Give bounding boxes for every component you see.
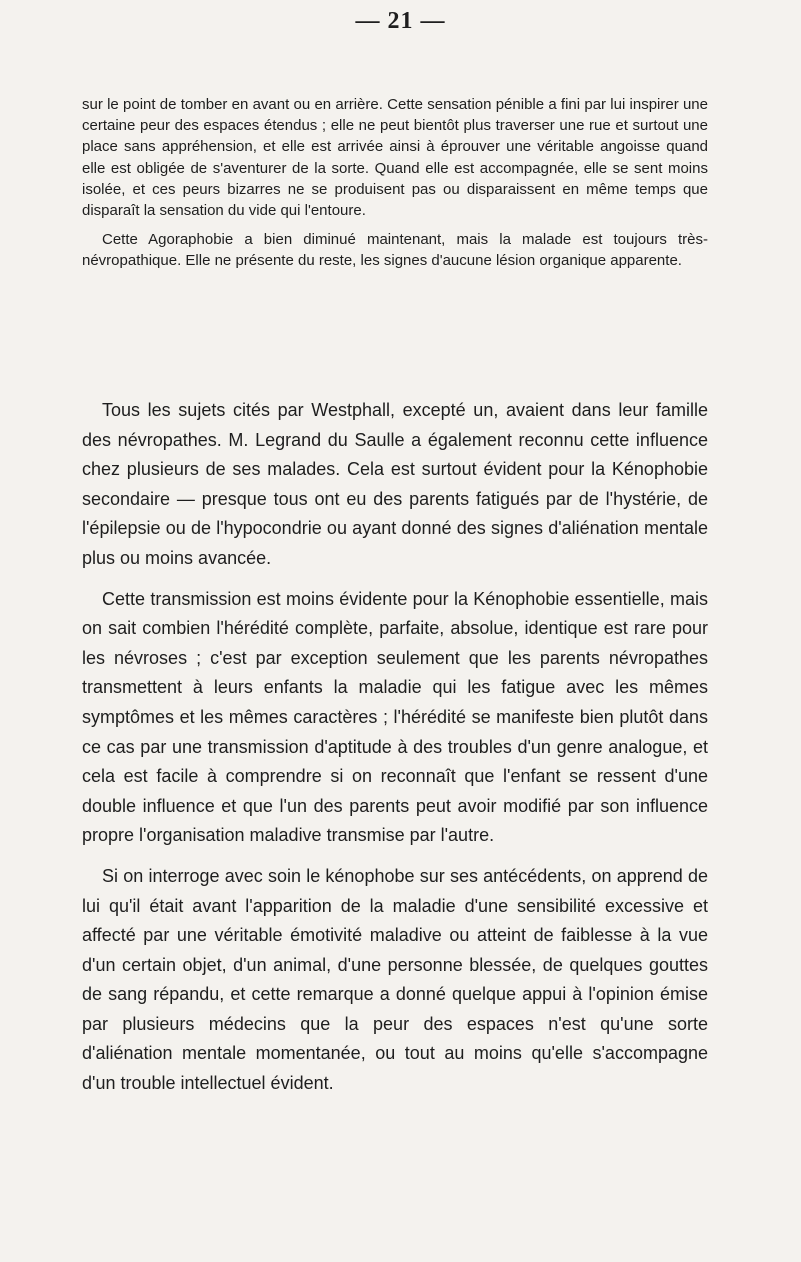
- paragraph-5: Si on interroge avec soin le kénophobe sur ses antécédents, on apprend de lui qu'il était avant l'apparition de la maladie d'une sensibilité excessive et affecté par une véritable émotivité maladive ou atteint de faiblesse à la vue d'un certain objet, d'un animal, d'une personne blessée, de quelques gouttes de sang répandu, et cette remarque a donné quelque appui à l'opinion émise par plusieurs médecins que la peur des espaces n'est qu'une sorte d'aliénation mentale momentanée, ou tout au moins qu'elle s'accompagne d'un trouble intellectuel évident.: [82, 865, 708, 1094]
- body-text-large: [82, 396, 708, 1099]
- page-number: — 21 —: [355, 8, 446, 34]
- paragraph-2: Cette Agoraphobie a bien diminué maintenant, mais la malade est toujours très-névropathique. Elle ne présente du reste, les signes d'aucune lésion organique apparente.: [82, 231, 708, 270]
- paragraph-3: Tous les sujets cités par Westphall, excepté un, avaient dans leur famille des névropathes. M. Legrand du Saulle a également reconnu cette influence chez plusieurs de ses malades. Cela est surtout évident pour la Kénophobie secondaire — presque tous ont eu des parents fatigués par de l'hystérie, de l'épilepsie ou de l'hypocondrie ou ayant donné des signes d'aliénation mentale plus ou moins avancée.: [82, 400, 708, 568]
- body-text-small: [82, 94, 708, 272]
- paragraph-1: sur le point de tomber en avant ou en arrière. Cette sensation pénible a fini par lui inspirer une certaine peur des espaces étendus ; elle ne peut bientôt plus traverser une rue et surtout une place sans appréhension, et elle est arrivée ainsi à éprouver une véritable angoisse quand elle est obligée de s'aventurer de la sorte. Quand elle est accompagnée, elle se sent moins isolée, et ces peurs bizarres ne se produisent pas ou disparaissent en même temps que disparaît la sensation du vide qui l'entoure.: [82, 96, 708, 220]
- paragraph-4: Cette transmission est moins évidente pour la Kénophobie essentielle, mais on sait combien l'hérédité complète, parfaite, absolue, identique est rare pour les névroses ; c'est par exception seulement que les parents névropathes transmettent à leurs enfants la maladie qui les fatigue avec les mêmes symptômes et les mêmes caractères ; l'hérédité se manifeste bien plutôt dans ce cas par une transmission d'aptitude à des troubles d'un genre analogue, et cela est facile à comprendre si on reconnaît que l'enfant se ressent d'une double influence et que l'un des parents peut avoir modifié par son influence propre l'organisation maladive transmise par l'autre.: [82, 588, 708, 846]
